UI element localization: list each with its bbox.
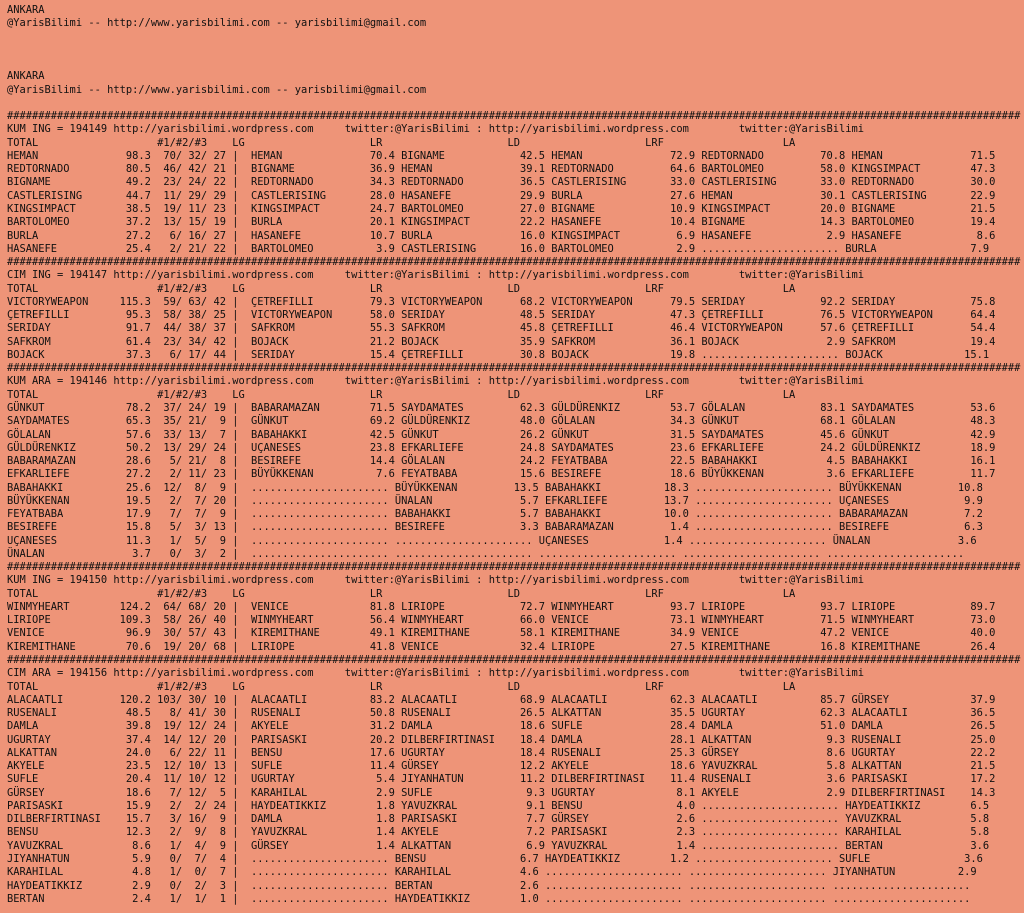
text-line: CIM ING = 194147 http://yarisbilimi.wordpress.com twitter:@YarisBilimi : http://yarisbilimi.wordpress.com twitter:@YarisBilimi <box>7 269 865 282</box>
text-line: BABARAMAZAN 28.6 5/ 21/ 8 | BESIREFE 14.4 GÖLALAN 24.2 FEYATBABA 22.5 BABAHAKKI 4.5 BABAHAKKI 16.1 <box>7 455 996 468</box>
text-line: ALKATTAN 24.0 6/ 22/ 11 | BENSU 17.6 UGURTAY 18.4 RUSENALI 25.3 GÜRSEY 8.6 UGURTAY 22.2 <box>7 746 996 759</box>
text-line: BOJACK 37.3 6/ 17/ 44 | SERIDAY 15.4 ÇETREFILLI 30.8 BOJACK 19.8 ...................... BOJACK 15.1 <box>7 348 990 361</box>
text-line: KINGSIMPACT 38.5 19/ 11/ 23 | KINGSIMPACT 24.7 BARTOLOMEO 27.0 BIGNAME 10.9 KINGSIMPACT 20.0 BIGNAME 21.5 <box>7 202 996 215</box>
text-line: VICTORYWEAPON 115.3 59/ 63/ 42 | ÇETREFILLI 79.3 VICTORYWEAPON 68.2 VICTORYWEAPON 79.5 SERIDAY 92.2 SERIDAY 75.8 <box>7 295 996 308</box>
text-line: KUM ING = 194150 http://yarisbilimi.wordpress.com twitter:@YarisBilimi : http://yarisbilimi.wordpress.com twitter:@YarisBilimi <box>7 574 865 587</box>
text-line: BERTAN 2.4 1/ 1/ 1 | ...................... HAYDEATIKKIZ 1.0 ...................... ...................... ...................... <box>7 892 971 905</box>
text-line: ################################################################################################################################################################## <box>7 362 1021 375</box>
text-line: RUSENALI 48.5 8/ 41/ 30 | RUSENALI 50.8 RUSENALI 26.5 ALKATTAN 35.5 UGURTAY 62.3 ALACAATLI 36.5 <box>7 707 996 720</box>
text-line <box>7 97 1024 110</box>
text-line: ################################################################################################################################################################## <box>7 561 1021 574</box>
text-line: BABAHAKKI 25.6 12/ 8/ 9 | ...................... BÜYÜKKENAN 13.5 BABAHAKKI 18.3 ...................... BÜYÜKKENAN 10.8 <box>7 481 983 494</box>
text-line: JIYANHATUN 5.9 0/ 7/ 4 | ...................... BENSU 6.7 HAYDEATIKKIZ 1.2 ...................... SUFLE 3.6 <box>7 853 983 865</box>
text-line: ANKARA <box>7 70 45 83</box>
text-line: VENICE 96.9 30/ 57/ 43 | KIREMITHANE 49.1 KIREMITHANE 58.1 KIREMITHANE 34.9 VENICE 47.2 VENICE 40.0 <box>7 627 996 640</box>
text-line: ALACAATLI 120.2 103/ 30/ 10 | ALACAATLI 83.2 ALACAATLI 68.9 ALACAATLI 62.3 ALACAATLI 85.7 GÜRSEY 37.9 <box>7 693 996 706</box>
text-line: DILBERFIRTINASI 15.7 3/ 16/ 9 | DAMLA 1.8 PARISASKI 7.7 GÜRSEY 2.6 ...................... YAVUZKRAL 5.8 <box>7 813 990 826</box>
text-line: HEMAN 98.3 70/ 32/ 27 | HEMAN 70.4 BIGNAME 42.5 HEMAN 72.9 REDTORNADO 70.8 HEMAN 71.5 <box>7 149 996 162</box>
text-line: CASTLERISING 44.7 11/ 29/ 29 | CASTLERISING 28.0 HASANEFE 29.9 BURLA 27.6 HEMAN 30.1 CASTLERISING 22.9 <box>7 189 996 202</box>
text-line: EFKARLIEFE 27.2 2/ 11/ 23 | BÜYÜKKENAN 7.6 FEYATBABA 15.6 BESIREFE 18.6 BÜYÜKKENAN 3.6 EFKARLIEFE 11.7 <box>7 468 996 481</box>
text-line: SUFLE 20.4 11/ 10/ 12 | UGURTAY 5.4 JIYANHATUN 11.2 DILBERFIRTINASI 11.4 RUSENALI 3.6 PARISASKI 17.2 <box>7 773 996 786</box>
text-line: FEYATBABA 17.9 7/ 7/ 9 | ...................... BABAHAKKI 5.7 BABAHAKKI 10.0 ...................... BABARAMAZAN 7.2 <box>7 508 983 521</box>
text-line: SERIDAY 91.7 44/ 38/ 37 | SAFKROM 55.3 SAFKROM 45.8 ÇETREFILLI 46.4 VICTORYWEAPON 57.6 ÇETREFILLI 54.4 <box>7 322 996 335</box>
text-line: WINMYHEART 124.2 64/ 68/ 20 | VENICE 81.8 LIRIOPE 72.7 WINMYHEART 93.7 LIRIOPE 93.7 LIRIOPE 89.7 <box>7 600 996 613</box>
text-line: GÜLDÜRENKIZ 50.2 13/ 29/ 24 | UÇANESES 23.8 EFKARLIEFE 24.8 SAYDAMATES 23.6 EFKARLIEFE 24.2 GÜLDÜRENKIZ 18.9 <box>7 441 996 454</box>
text-line: AKYELE 23.5 12/ 10/ 13 | SUFLE 11.4 GÜRSEY 12.2 AKYELE 18.6 YAVUZKRAL 5.8 ALKATTAN 21.5 <box>7 760 996 773</box>
text-line: GÜNKUT 78.2 37/ 24/ 19 | BABARAMAZAN 71.5 SAYDAMATES 62.3 GÜLDÜRENKIZ 53.7 GÖLALAN 83.1 SAYDAMATES 53.6 <box>7 401 996 414</box>
text-line: HAYDEATIKKIZ 2.9 0/ 2/ 3 | ...................... BERTAN 2.6 ...................... ...................... ...................... <box>7 879 971 892</box>
text-line: TOTAL #1/#2/#3 LG LR LD LRF LA <box>7 388 796 401</box>
text-line: BIGNAME 49.2 23/ 24/ 22 | REDTORNADO 34.3 REDTORNADO 36.5 CASTLERISING 33.0 CASTLERISING 33.0 REDTORNADO 30.0 <box>7 176 996 189</box>
text-line: TOTAL #1/#2/#3 LG LR LD LRF LA <box>7 587 796 600</box>
text-line: BENSU 12.3 2/ 9/ 8 | YAVUZKRAL 1.4 AKYELE 7.2 PARISASKI 2.3 ...................... KARAHILAL 5.8 <box>7 826 990 839</box>
text-line: KUM ARA = 194146 http://yarisbilimi.wordpress.com twitter:@YarisBilimi : http://yarisbilimi.wordpress.com twitter:@YarisBilimi <box>7 375 865 388</box>
text-line: TOTAL #1/#2/#3 LG LR LD LRF LA <box>7 680 796 693</box>
text-line: ################################################################################################################################################################## <box>7 654 1021 667</box>
text-line: BÜYÜKKENAN 19.5 2/ 7/ 20 | ...................... ÜNALAN 5.7 EFKARLIEFE 13.7 ...................... UÇANESES 9.9 <box>7 494 983 507</box>
text-line <box>7 31 1024 44</box>
text-line: KUM ING = 194149 http://yarisbilimi.wordpress.com twitter:@YarisBilimi : http://yarisbilimi.wordpress.com twitter:@YarisBilimi <box>7 123 865 136</box>
text-line: YAVUZKRAL 8.6 1/ 4/ 9 | GÜRSEY 1.4 ALKATTAN 6.9 YAVUZKRAL 1.4 ...................... BERTAN 3.6 <box>7 839 990 852</box>
text-line: ÇETREFILLI 95.3 58/ 38/ 25 | VICTORYWEAPON 58.0 SERIDAY 48.5 SERIDAY 47.3 ÇETREFILLI 76.5 VICTORYWEAPON 64.4 <box>7 309 996 322</box>
text-line: HASANEFE 25.4 2/ 21/ 22 | BARTOLOMEO 3.9 CASTLERISING 16.0 BARTOLOMEO 2.9 ...................... BURLA 7.9 <box>7 242 990 255</box>
text-line: LIRIOPE 109.3 58/ 26/ 40 | WINMYHEART 56.4 WINMYHEART 66.0 VENICE 73.1 WINMYHEART 71.5 WINMYHEART 73.0 <box>7 614 996 627</box>
text-line: DAMLA 39.8 19/ 12/ 24 | AKYELE 31.2 DAMLA 18.6 SUFLE 28.4 DAMLA 51.0 DAMLA 26.5 <box>7 720 996 733</box>
text-line: BESIREFE 15.8 5/ 3/ 13 | ...................... BESIREFE 3.3 BABARAMAZAN 1.4 ...................... BESIREFE 6.3 <box>7 521 983 534</box>
text-line: @YarisBilimi -- http://www.yarisbilimi.com -- yarisbilimi@gmail.com <box>7 17 427 30</box>
text-line: KIREMITHANE 70.6 19/ 20/ 68 | LIRIOPE 41.8 VENICE 32.4 LIRIOPE 27.5 KIREMITHANE 16.8 KIREMITHANE 26.4 <box>7 640 996 653</box>
text-line: SAFKROM 61.4 23/ 34/ 42 | BOJACK 21.2 BOJACK 35.9 SAFKROM 36.1 BOJACK 2.9 SAFKROM 19.4 <box>7 335 996 348</box>
text-line: ################################################################################################################################################################## <box>7 110 1021 123</box>
text-line: ÜNALAN 3.7 0/ 3/ 2 | ...................... ...................... ...................... ...................... ...................... <box>7 547 965 560</box>
text-line: BURLA 27.2 6/ 16/ 27 | HASANEFE 10.7 BURLA 16.0 KINGSIMPACT 6.9 HASANEFE 2.9 HASANEFE 8.6 <box>7 229 996 242</box>
text-line: TOTAL #1/#2/#3 LG LR LD LRF LA <box>7 136 796 149</box>
text-line: UÇANESES 11.3 1/ 5/ 9 | ...................... ...................... UÇANESES 1.4 ...................... ÜNALAN 3.6 <box>7 534 977 547</box>
text-line: BARTOLOMEO 37.2 13/ 15/ 19 | BURLA 20.1 KINGSIMPACT 22.2 HASANEFE 10.4 BIGNAME 14.3 BARTOLOMEO 19.4 <box>7 216 996 229</box>
text-line: CIM ARA = 194156 http://yarisbilimi.wordpress.com twitter:@YarisBilimi : http://yarisbilimi.wordpress.com twitter:@YarisBilimi <box>7 667 865 680</box>
text-line: UGURTAY 37.4 14/ 12/ 20 | PARISASKI 20.2 DILBERFIRTINASI 18.4 DAMLA 28.1 ALKATTAN 9.3 RUSENALI 25.0 <box>7 733 996 746</box>
text-line: ANKARA <box>7 4 45 16</box>
text-line: @YarisBilimi -- http://www.yarisbilimi.com -- yarisbilimi@gmail.com <box>7 83 427 96</box>
text-line: REDTORNADO 80.5 46/ 42/ 21 | BIGNAME 36.9 HEMAN 39.1 REDTORNADO 64.6 BARTOLOMEO 58.0 KINGSIMPACT 47.3 <box>7 163 996 176</box>
text-line <box>7 44 1024 57</box>
text-line: KARAHILAL 4.8 1/ 0/ 7 | ...................... KARAHILAL 4.6 ...................... ...................... JIYANHATUN 2.9 <box>7 866 977 879</box>
text-line: TOTAL #1/#2/#3 LG LR LD LRF LA <box>7 282 796 295</box>
text-line: PARISASKI 15.9 2/ 2/ 24 | HAYDEATIKKIZ 1.8 YAVUZKRAL 9.1 BENSU 4.0 ...................... HAYDEATIKKIZ 6.5 <box>7 799 990 812</box>
text-line <box>7 57 1024 70</box>
text-line: GÜRSEY 18.6 7/ 12/ 5 | KARAHILAL 2.9 SUFLE 9.3 UGURTAY 8.1 AKYELE 2.9 DILBERFIRTINASI 14.3 <box>7 786 996 799</box>
text-line: ################################################################################################################################################################## <box>7 256 1021 269</box>
text-line: SAYDAMATES 65.3 35/ 21/ 9 | GÜNKUT 69.2 GÜLDÜRENKIZ 48.0 GÖLALAN 34.3 GÜNKUT 68.1 GÖLALAN 48.3 <box>7 415 996 428</box>
text-line: GÖLALAN 57.6 33/ 13/ 7 | BABAHAKKI 42.5 GÜNKUT 26.2 GÜNKUT 31.5 SAYDAMATES 45.6 GÜNKUT 42.9 <box>7 428 996 441</box>
